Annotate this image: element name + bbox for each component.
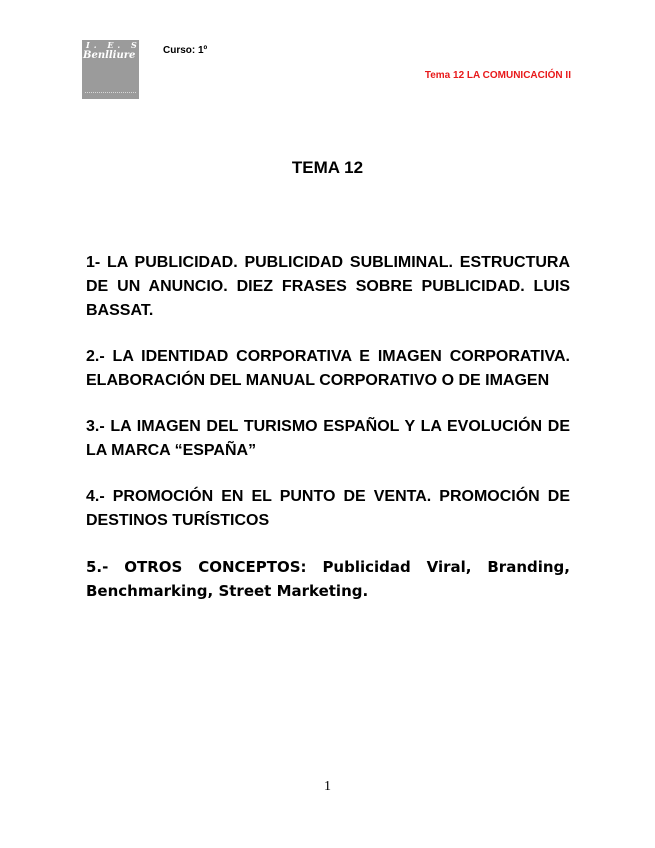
school-logo [82,40,148,99]
section-item-2: 2.- LA IDENTIDAD CORPORATIVA E IMAGEN CORPORATIVA. ELABORACIÓN DEL MANUAL CORPORATIVO O DE IMAGEN [86,348,570,389]
topic-heading: Tema 12 LA COMUNICACIÓN II [424,70,571,81]
section-list [86,251,570,625]
logo-rule [85,92,136,95]
section-item-1: 1- LA PUBLICIDAD. PUBLICIDAD SUBLIMINAL. ESTRUCTURA DE UN ANUNCIO. DIEZ FRASES SOBRE PUBLICIDAD. LUIS BASSAT. [86,254,570,319]
section-item-4: 4.- PROMOCIÓN EN EL PUNTO DE VENTA. PROMOCIÓN DE DESTINOS TURÍSTICOS [86,488,570,529]
logo-name: Benlliure [83,50,136,61]
section-item-3: 3.- LA IMAGEN DEL TURISMO ESPAÑOL Y LA EVOLUCIÓN DE LA MARCA “ESPAÑA” [86,418,570,459]
section-item-5: 5.- OTROS CONCEPTOS: Publicidad Viral, Branding, Benchmarking, Street Marketing. [86,558,570,600]
logo-top-text: I. E. S. [86,40,148,50]
course-label: Curso: 1º [163,45,208,56]
page-number: 1 [324,779,331,794]
page-title: TEMA 12 [291,158,364,177]
